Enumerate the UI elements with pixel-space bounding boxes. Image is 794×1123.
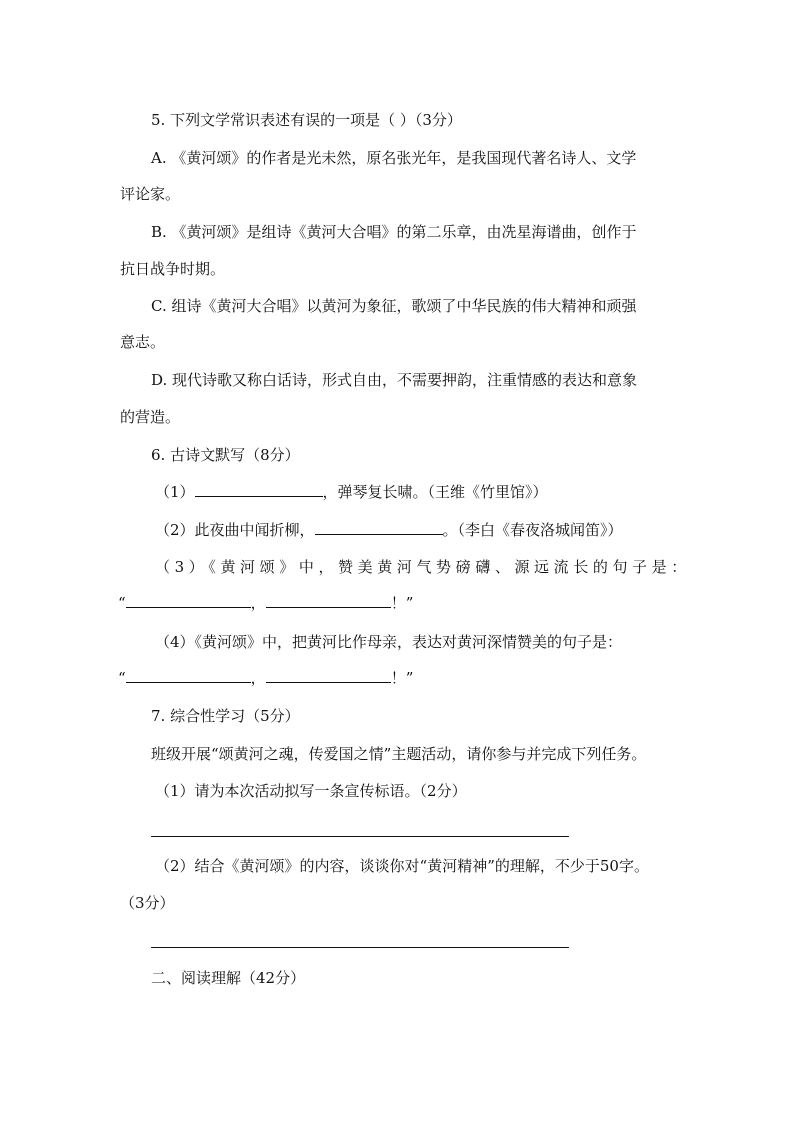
q6-item1-prefix: （1） xyxy=(155,483,195,501)
q5-stem: 5. 下列文学常识表述有误的一项是（ ）（3分） xyxy=(151,111,462,129)
q6-stem: 6. 古诗文默写（8分） xyxy=(151,446,300,464)
q5-option-d-line1: D. 现代诗歌又称白话诗，形式自由，不需要押韵，注重情感的表达和意象 xyxy=(151,371,638,389)
q5-option-a-line1: A. 《黄河颂》的作者是光未然，原名张光年，是我国现代著名诗人、文学 xyxy=(151,149,637,167)
q5-option-c-line2: 意志。 xyxy=(120,333,166,351)
open-quote: “ xyxy=(118,594,126,612)
q7-task1: （1）请为本次活动拟写一条宣传标语。（2分） xyxy=(155,782,467,800)
q6-item4-blank1[interactable] xyxy=(126,668,251,683)
comma: ， xyxy=(250,594,266,612)
q6-item2-prefix: （2）此夜曲中闻折柳， xyxy=(155,521,315,539)
q6-item1-suffix: ，弹琴复长啸。（王维《竹里馆》） xyxy=(322,483,548,501)
q6-item3-blank2[interactable] xyxy=(266,593,391,608)
q6-item4-line1: （4）《黄河颂》中，把黄河比作母亲，表达对黄河深情赞美的句子是： xyxy=(155,633,623,651)
close-quote: ！” xyxy=(390,669,414,687)
q6-item3-blank1[interactable] xyxy=(126,593,251,608)
open-quote: “ xyxy=(118,669,126,687)
q6-item2-blank[interactable] xyxy=(315,520,443,535)
q6-item1 xyxy=(155,482,548,502)
q5-option-c-line1: C. 组诗《黄河大合唱》以黄河为象征，歌颂了中华民族的伟大精神和顽强 xyxy=(151,297,637,315)
q6-item1-blank[interactable] xyxy=(195,482,323,497)
comma: ， xyxy=(250,669,266,687)
q6-item4-blank2[interactable] xyxy=(266,668,391,683)
section2-heading: 二、阅读理解（42分） xyxy=(151,969,306,987)
q6-item2 xyxy=(155,520,623,540)
q5-option-b-line2: 抗日战争时期。 xyxy=(120,260,226,278)
q7-intro: 班级开展“颂黄河之魂，传爱国之情”主题活动，请你参与并完成下列任务。 xyxy=(151,745,647,763)
q7-task2-line1: （2）结合《黄河颂》的内容，谈谈你对“黄河精神”的理解，不少于50字。 xyxy=(155,857,649,875)
q7-task2-answer-line[interactable] xyxy=(151,947,569,948)
q6-item3-answer xyxy=(118,593,413,613)
q5-option-b-line1: B. 《黄河颂》是组诗《黄河大合唱》的第二乐章，由冼星海谱曲，创作于 xyxy=(151,223,637,241)
q7-task2-line2: （3分） xyxy=(120,894,175,912)
q7-task1-answer-line[interactable] xyxy=(151,836,569,837)
q5-option-a-line2: 评论家。 xyxy=(120,185,181,203)
q7-stem: 7. 综合性学习（5分） xyxy=(151,707,300,725)
q5-option-d-line2: 的营造。 xyxy=(120,408,181,426)
q6-item3-line1: （3）《黄河颂》中，赞美黄河气势磅礴、源远流长的句子是： xyxy=(155,558,691,576)
q6-item4-answer xyxy=(118,668,413,688)
q6-item2-suffix: 。（李白《春夜洛城闻笛》） xyxy=(442,521,623,539)
close-quote: ！” xyxy=(390,594,414,612)
